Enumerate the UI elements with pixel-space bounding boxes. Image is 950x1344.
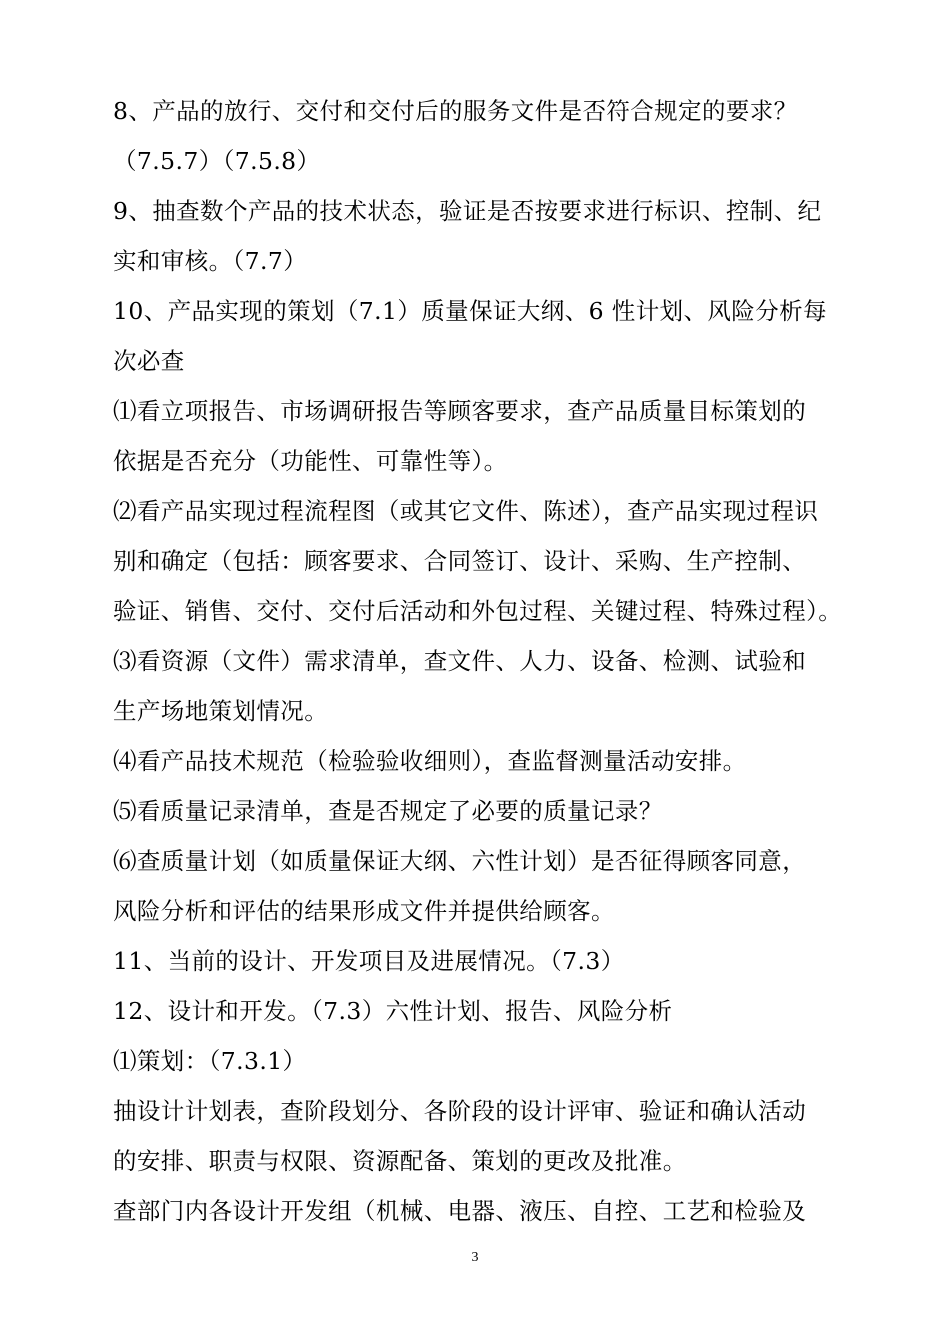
text-line: 10、产品实现的策划（7.1）质量保证大纲、6 性计划、风险分析每 — [113, 297, 827, 325]
text-line: 12、设计和开发。（7.3）六性计划、报告、风险分析 — [113, 997, 673, 1025]
text-line: 8、产品的放行、交付和交付后的服务文件是否符合规定的要求？ — [113, 97, 798, 125]
text-line: （7.5.7）（7.5.8） — [113, 147, 321, 175]
text-line: 次必查 — [113, 347, 185, 375]
text-line: 11、当前的设计、开发项目及进展情况。（7.3） — [113, 947, 625, 975]
text-line: 抽设计计划表，查阶段划分、各阶段的设计评审、验证和确认活动 — [113, 1097, 807, 1125]
text-line: 9、抽查数个产品的技术状态，验证是否按要求进行标识、控制、纪 — [113, 197, 822, 225]
text-line: 风险分析和评估的结果形成文件并提供给顾客。 — [113, 897, 615, 925]
text-line: ⑸看质量记录清单，查是否规定了必要的质量记录？ — [113, 797, 663, 825]
document-body — [113, 86, 863, 1236]
text-line: 查部门内各设计开发组（机械、电器、液压、自控、工艺和检验及 — [113, 1197, 807, 1225]
text-line: 的安排、职责与权限、资源配备、策划的更改及批准。 — [113, 1147, 687, 1175]
text-line: 实和审核。（7.7） — [113, 247, 308, 275]
text-line: ⑵看产品实现过程流程图（或其它文件、陈述），查产品实现过程识 — [113, 497, 819, 525]
text-line: 依据是否充分（功能性、可靠性等）。 — [113, 447, 508, 475]
text-line: ⑹查质量计划（如质量保证大纲、六性计划）是否征得顾客同意， — [113, 847, 807, 875]
page-number: 3 — [471, 1250, 479, 1265]
text-line: ⑶看资源（文件）需求清单，查文件、人力、设备、检测、试验和 — [113, 647, 807, 675]
text-line: 生产场地策划情况。 — [113, 697, 329, 725]
text-line: 别和确定（包括：顾客要求、合同签订、设计、采购、生产控制、 — [113, 547, 807, 575]
text-line: 验证、销售、交付、交付后活动和外包过程、关键过程、特殊过程）。 — [113, 597, 843, 625]
text-line: ⑴策划：（7.3.1） — [113, 1047, 307, 1075]
text-line: ⑷看产品技术规范（检验验收细则），查监督测量活动安排。 — [113, 747, 747, 775]
text-line: ⑴看立项报告、市场调研报告等顾客要求，查产品质量目标策划的 — [113, 397, 807, 425]
